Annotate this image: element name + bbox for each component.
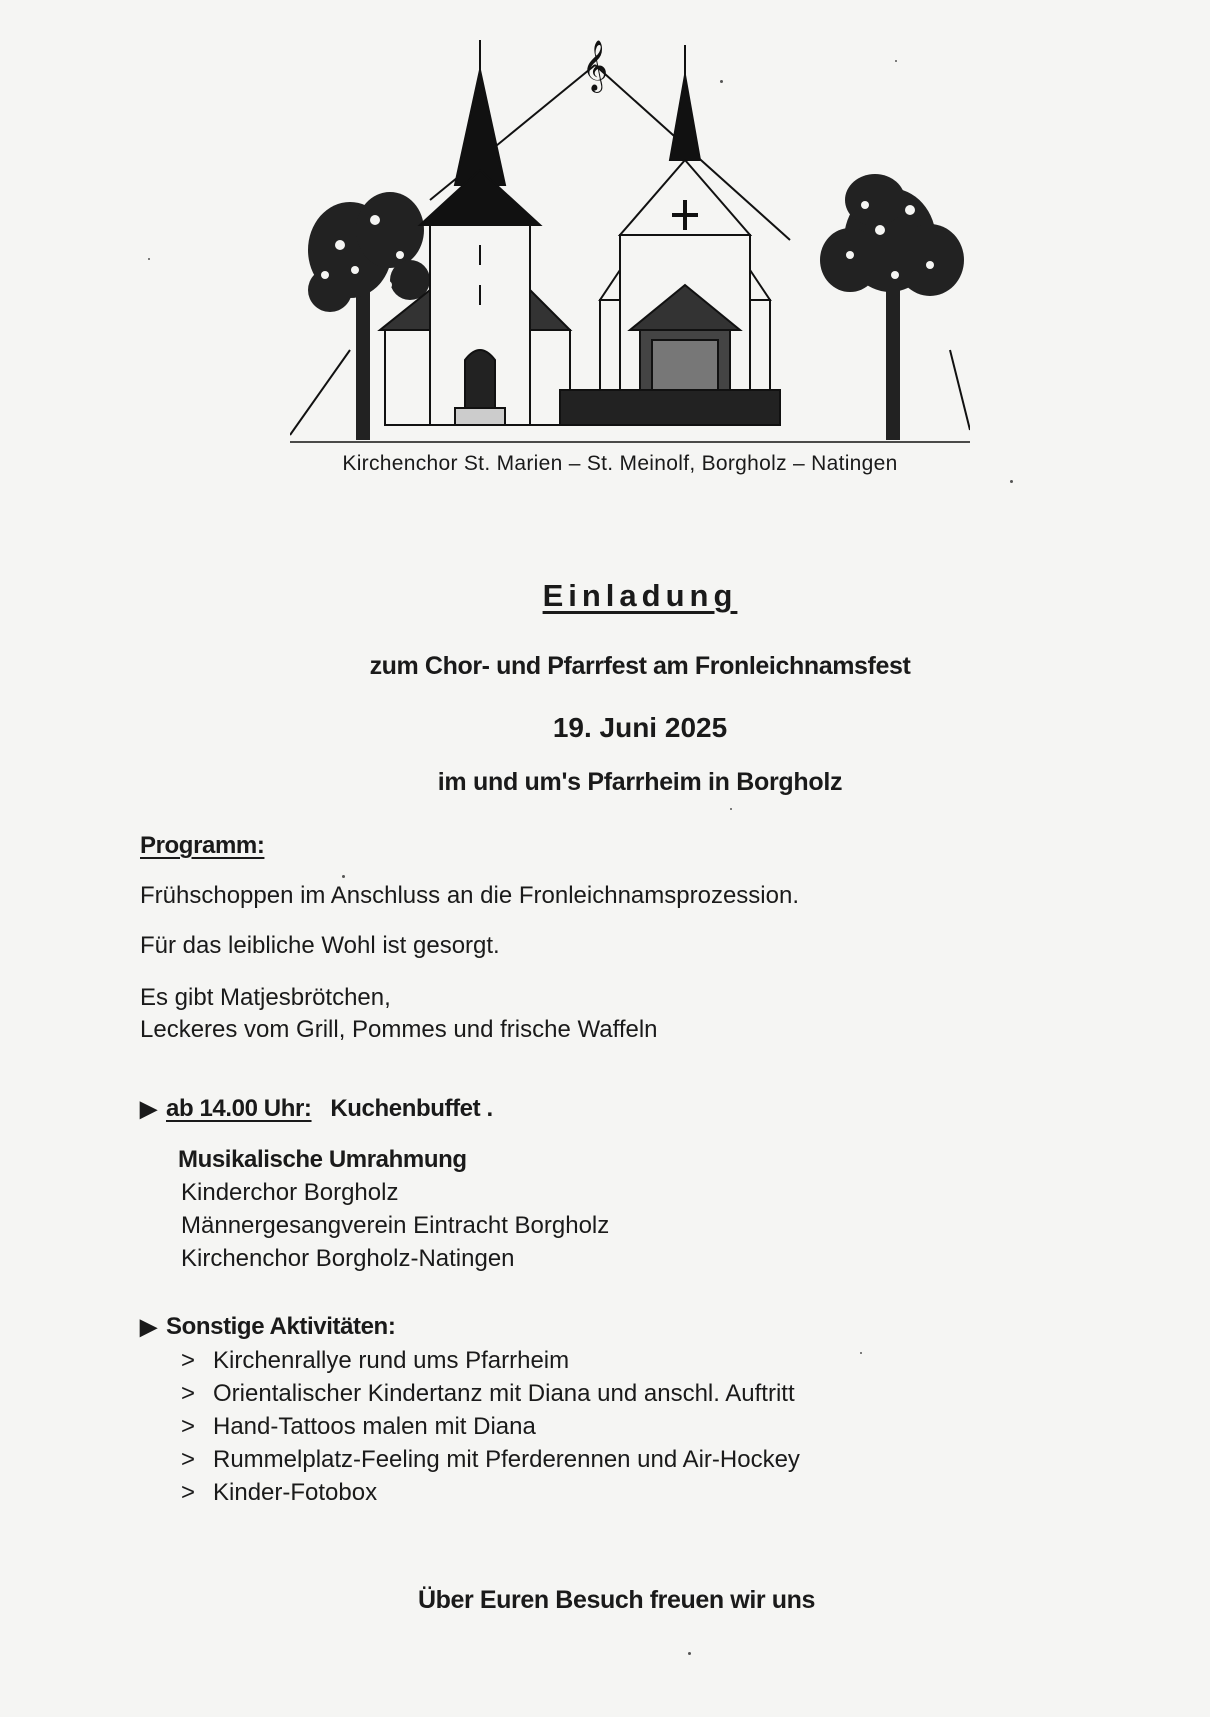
scan-speck <box>1010 480 1013 483</box>
invitation-subtitle: zum Chor- und Pfarrfest am Fronleichnamsfest <box>369 652 911 680</box>
activity-item: > Kinder-Fotobox <box>181 1479 378 1506</box>
event-location: im und um's Pfarrheim in Borgholz <box>437 768 843 796</box>
scan-speck <box>342 875 345 878</box>
program-line-4: Leckeres vom Grill, Pommes und frische Waffeln <box>140 1016 658 1043</box>
invitation-title: Einladung <box>542 578 738 613</box>
music-heading: Musikalische Umrahmung <box>178 1146 467 1173</box>
music-group-3: Kirchenchor Borgholz-Natingen <box>181 1245 515 1272</box>
chevron-right-icon: > <box>181 1446 196 1473</box>
church-illustration <box>290 30 970 450</box>
scan-speck <box>895 60 897 62</box>
scan-speck <box>860 1352 862 1354</box>
scan-speck <box>720 80 723 83</box>
scan-speck <box>688 1652 691 1655</box>
activity-item: > Rummelplatz-Feeling mit Pferderennen und Air-Hockey <box>181 1446 800 1473</box>
chevron-right-icon: > <box>181 1479 196 1506</box>
choir-name: Kirchenchor St. Marien – St. Meinolf, Borgholz – Natingen <box>342 452 898 475</box>
activity-item: > Orientalischer Kindertanz mit Diana und anschl. Auftritt <box>181 1380 795 1407</box>
bullet-arrow-icon: ▶ <box>140 1096 157 1121</box>
chevron-right-icon: > <box>181 1347 196 1374</box>
music-group-1: Kinderchor Borgholz <box>181 1179 399 1206</box>
chevron-right-icon: > <box>181 1413 196 1440</box>
program-heading: Programm: <box>140 832 265 859</box>
scan-speck <box>730 808 732 810</box>
program-line-3: Es gibt Matjesbrötchen, <box>140 984 391 1011</box>
music-group-2: Männergesangverein Eintracht Borgholz <box>181 1212 610 1239</box>
program-line-2: Für das leibliche Wohl ist gesorgt. <box>140 932 500 959</box>
afternoon-time: ab 14.00 Uhr: <box>166 1095 312 1122</box>
activity-item: > Hand-Tattoos malen mit Diana <box>181 1413 536 1440</box>
scan-speck <box>148 258 150 260</box>
activities-heading-row <box>140 1313 395 1341</box>
program-line-1: Frühschoppen im Anschluss an die Fronleichnamsprozession. <box>140 882 800 909</box>
closing-line: Über Euren Besuch freuen wir uns <box>418 1586 816 1614</box>
activity-item: > Kirchenrallye rund ums Pfarrheim <box>181 1347 570 1374</box>
event-date: 19. Juni 2025 <box>552 712 728 743</box>
chevron-right-icon: > <box>181 1380 196 1407</box>
afternoon-row <box>140 1095 493 1123</box>
afternoon-item: Kuchenbuffet . <box>330 1095 493 1122</box>
bullet-arrow-icon: ▶ <box>140 1314 157 1339</box>
svg-text:𝄞: 𝄞 <box>582 40 609 91</box>
activities-heading: Sonstige Aktivitäten: <box>166 1313 396 1340</box>
